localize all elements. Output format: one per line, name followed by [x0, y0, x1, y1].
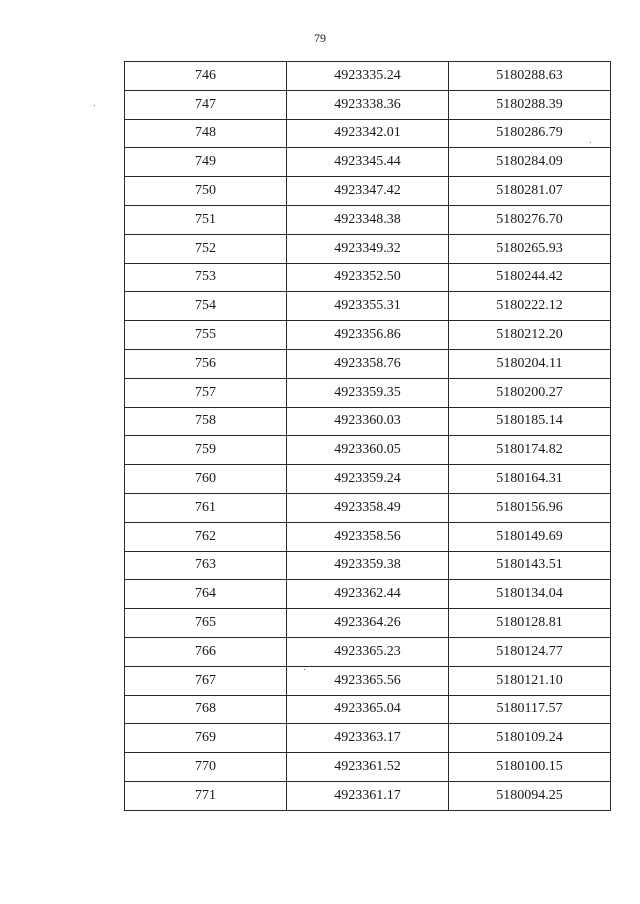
x-coordinate-cell: 4923359.24 [287, 465, 449, 494]
y-coordinate-cell: 5180204.11 [449, 349, 611, 378]
y-coordinate-cell: 5180288.39 [449, 90, 611, 119]
x-coordinate-cell: 4923345.44 [287, 148, 449, 177]
y-coordinate-cell: 5180128.81 [449, 609, 611, 638]
point-number-cell: 766 [125, 637, 287, 666]
x-coordinate-cell: 4923358.56 [287, 522, 449, 551]
page-number: 79 [314, 31, 326, 45]
table-row [125, 119, 611, 148]
table-row [125, 666, 611, 695]
x-coordinate-cell: 4923356.86 [287, 321, 449, 350]
table-row [125, 378, 611, 407]
scan-speck [94, 105, 95, 106]
point-number-cell: 758 [125, 407, 287, 436]
x-coordinate-cell: 4923360.05 [287, 436, 449, 465]
y-coordinate-cell: 5180265.93 [449, 234, 611, 263]
point-number-cell: 760 [125, 465, 287, 494]
table-row [125, 205, 611, 234]
table-row [125, 580, 611, 609]
point-number-cell: 761 [125, 493, 287, 522]
table-row [125, 263, 611, 292]
y-coordinate-cell: 5180156.96 [449, 493, 611, 522]
point-number-cell: 765 [125, 609, 287, 638]
y-coordinate-cell: 5180212.20 [449, 321, 611, 350]
x-coordinate-cell: 4923358.76 [287, 349, 449, 378]
table-row [125, 753, 611, 782]
y-coordinate-cell: 5180222.12 [449, 292, 611, 321]
point-number-cell: 752 [125, 234, 287, 263]
y-coordinate-cell: 5180281.07 [449, 177, 611, 206]
x-coordinate-cell: 4923362.44 [287, 580, 449, 609]
table-row [125, 90, 611, 119]
x-coordinate-cell: 4923365.23 [287, 637, 449, 666]
y-coordinate-cell: 5180149.69 [449, 522, 611, 551]
x-coordinate-cell: 4923359.35 [287, 378, 449, 407]
y-coordinate-cell: 5180094.25 [449, 781, 611, 810]
coordinates-table-body [125, 62, 611, 811]
point-number-cell: 769 [125, 724, 287, 753]
y-coordinate-cell: 5180244.42 [449, 263, 611, 292]
point-number-cell: 748 [125, 119, 287, 148]
y-coordinate-cell: 5180164.31 [449, 465, 611, 494]
x-coordinate-cell: 4923360.03 [287, 407, 449, 436]
table-row [125, 148, 611, 177]
point-number-cell: 751 [125, 205, 287, 234]
y-coordinate-cell: 5180117.57 [449, 695, 611, 724]
table-row [125, 724, 611, 753]
table-row [125, 637, 611, 666]
point-number-cell: 756 [125, 349, 287, 378]
y-coordinate-cell: 5180121.10 [449, 666, 611, 695]
y-coordinate-cell: 5180200.27 [449, 378, 611, 407]
y-coordinate-cell: 5180185.14 [449, 407, 611, 436]
y-coordinate-cell: 5180286.79 [449, 119, 611, 148]
point-number-cell: 764 [125, 580, 287, 609]
point-number-cell: 747 [125, 90, 287, 119]
table-row [125, 177, 611, 206]
x-coordinate-cell: 4923355.31 [287, 292, 449, 321]
point-number-cell: 755 [125, 321, 287, 350]
table-row [125, 321, 611, 350]
point-number-cell: 770 [125, 753, 287, 782]
point-number-cell: 767 [125, 666, 287, 695]
x-coordinate-cell: 4923363.17 [287, 724, 449, 753]
x-coordinate-cell: 4923365.56 [287, 666, 449, 695]
x-coordinate-cell: 4923348.38 [287, 205, 449, 234]
x-coordinate-cell: 4923347.42 [287, 177, 449, 206]
point-number-cell: 757 [125, 378, 287, 407]
table-row [125, 465, 611, 494]
x-coordinate-cell: 4923338.36 [287, 90, 449, 119]
y-coordinate-cell: 5180276.70 [449, 205, 611, 234]
y-coordinate-cell: 5180134.04 [449, 580, 611, 609]
point-number-cell: 763 [125, 551, 287, 580]
table-row [125, 609, 611, 638]
point-number-cell: 750 [125, 177, 287, 206]
x-coordinate-cell: 4923364.26 [287, 609, 449, 638]
point-number-cell: 749 [125, 148, 287, 177]
table-row [125, 407, 611, 436]
table-row [125, 522, 611, 551]
y-coordinate-cell: 5180284.09 [449, 148, 611, 177]
table-row [125, 234, 611, 263]
point-number-cell: 768 [125, 695, 287, 724]
x-coordinate-cell: 4923352.50 [287, 263, 449, 292]
point-number-cell: 753 [125, 263, 287, 292]
point-number-cell: 771 [125, 781, 287, 810]
x-coordinate-cell: 4923361.52 [287, 753, 449, 782]
y-coordinate-cell: 5180288.63 [449, 62, 611, 91]
y-coordinate-cell: 5180174.82 [449, 436, 611, 465]
x-coordinate-cell: 4923361.17 [287, 781, 449, 810]
table-row [125, 551, 611, 580]
table-row [125, 781, 611, 810]
y-coordinate-cell: 5180124.77 [449, 637, 611, 666]
point-number-cell: 754 [125, 292, 287, 321]
coordinates-table [124, 61, 611, 811]
point-number-cell: 759 [125, 436, 287, 465]
x-coordinate-cell: 4923365.04 [287, 695, 449, 724]
table-row [125, 436, 611, 465]
table-row [125, 292, 611, 321]
table-row [125, 62, 611, 91]
y-coordinate-cell: 5180100.15 [449, 753, 611, 782]
point-number-cell: 762 [125, 522, 287, 551]
x-coordinate-cell: 4923359.38 [287, 551, 449, 580]
x-coordinate-cell: 4923358.49 [287, 493, 449, 522]
x-coordinate-cell: 4923335.24 [287, 62, 449, 91]
table-row [125, 695, 611, 724]
y-coordinate-cell: 5180109.24 [449, 724, 611, 753]
table-row [125, 493, 611, 522]
x-coordinate-cell: 4923349.32 [287, 234, 449, 263]
x-coordinate-cell: 4923342.01 [287, 119, 449, 148]
point-number-cell: 746 [125, 62, 287, 91]
y-coordinate-cell: 5180143.51 [449, 551, 611, 580]
table-row [125, 349, 611, 378]
